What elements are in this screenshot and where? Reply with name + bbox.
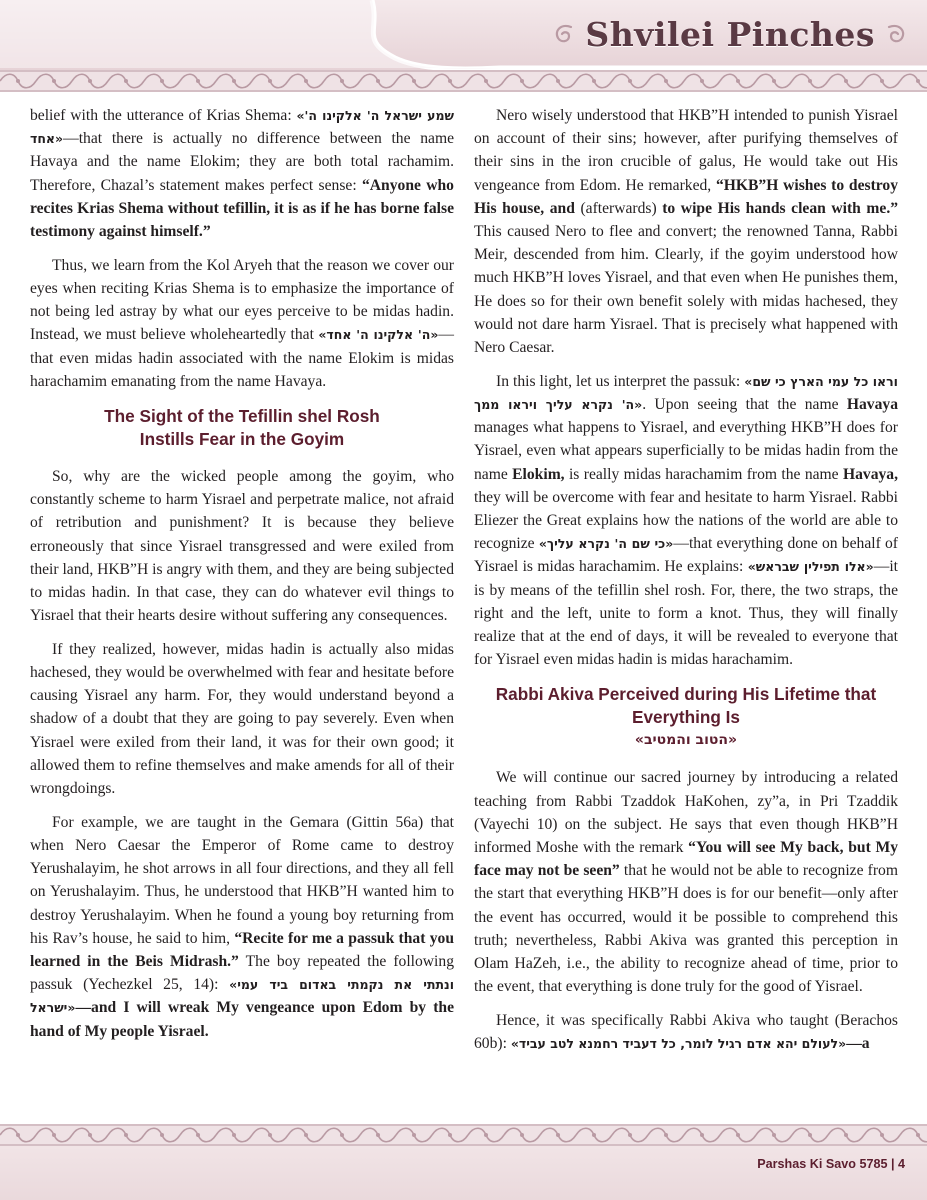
paragraph: For example, we are taught in the Gemara (Gittin 56a) that when Nero Caesar the Emperor of Rome came to destroy Yerushalayim, he shot arrows in all four directions, and they all fell on Yerushalayim. Thus, he understood that HKB”H wanted him to destroy Yerushalayim. When he found a young boy returning from his Rav’s house, he said to him, “Recite for me a passuk that you learned in the Beis Midrash.” The boy repeated the following passuk (Yechezkel 25, 14): «ונתתי את נקמתי באדום ביד עמי ישראל»—and I will wreak My vengeance upon Edom by the hand of My people Yisrael. bbox=[30, 813, 454, 1040]
hebrew-quote: «שמע ישראל ה' אלקינו ה' אחד» bbox=[30, 108, 454, 147]
paragraph: We will continue our sacred journey by introducing a related teaching from Rabbi Tzaddok HaKohen, zy”a, in Pri Tzaddik (Vayechi 10) on the subject. He says that even though HKB”H informed Moshe with the remark “You will see My back, but My face may not be seen” that he would not be able to recognize from the start that everything HKB”H does is for our benefit—only after the event has occurred, would it be possible to comprehend this truth; nevertheless, Rabbi Akiva was granted this perception in Olam HaZeh, i.e., the ability to recognize ahead of time, prior to the event, that everything is done truly for the good of Yisrael. bbox=[474, 769, 898, 996]
paragraph: If they realized, however, midas hadin is actually also midas hachesed, they would be overwhelmed with fear and hesitate before causing Yisrael any harm. For, they would understand beyond a shadow of a doubt that they are going to pay severely. Even when Yisrael were exiled from their land, it was for their own good; it allowed them to refine themselves and make amends for all of their wrongdoings. bbox=[30, 640, 454, 798]
hebrew-quote: «כי שם ה' נקרא עליך» bbox=[538, 536, 674, 552]
paragraph: belief with the utterance of Krias Shema: «שמע ישראל ה' אלקינו ה' אחד»—that there is actually no difference between the name Havaya and the name Elokim; they are both total rachamim. Therefore, Chazal’s statement makes perfect sense: “Anyone who recites Krias Shema without tefillin, it is as if he has borne false testimony against himself.” bbox=[30, 107, 454, 241]
hebrew-quote: «אלו תפילין שבראש» bbox=[747, 559, 874, 575]
section-heading: The Sight of the Tefillin shel Rosh Instills Fear in the Goyim bbox=[104, 405, 380, 449]
masthead bbox=[551, 10, 909, 58]
footer-band bbox=[0, 1146, 927, 1200]
page-header bbox=[0, 0, 927, 100]
publication-title: Shvilei Pinches bbox=[585, 14, 875, 54]
section-heading: Rabbi Akiva Perceived during His Lifetime that Everything Is «הטוב והמטיב» bbox=[474, 683, 898, 752]
paragraph: In this light, let us interpret the passuk: «וראו כל עמי הארץ כי שם ה' נקרא עליך ויראו ממך». Upon seeing that the name Havaya manages what happens to Yisrael, and everything HKB”H does for Yisrael, even what appears superficially to be midas hadin from the name Elokim, is really midas harachamim from the name Havaya, they will be overcome with fear and hesitate to harm Yisrael. Rabbi Eliezer the Great explains how the nations of the world are able to recognize «כי שם ה' נקרא עליך»—that everything done on behalf of Yisrael is midas harachamim. He explains: «אלו תפילין שבראש»—it is by means of the tefillin shel rosh. For, there, the two straps, the right and the left, unite to form a knot. Thus, they will finally realize that at the end of days, it will be revealed to everyone that for Yisrael even midas hadin is midas harachamim. bbox=[474, 372, 898, 669]
page-footer: Parshas Ki Savo 5785 | 4 bbox=[757, 1157, 905, 1171]
ornament-border-top bbox=[0, 70, 927, 92]
paragraph: Thus, we learn from the Kol Aryeh that the reason we cover our eyes when reciting Krias Shema is to emphasize the importance of not being led astray by what our eyes perceive to be midas hadin. Instead, we must believe wholeheartedly that «ה' אלקינו ה' אחד»—that even midas hadin associated with the name Elokim is midas harachamim emanating from the name Havaya. bbox=[30, 256, 454, 390]
right-column bbox=[474, 104, 898, 1066]
swirl-ornament-icon bbox=[551, 21, 577, 47]
paragraph: Nero wisely understood that HKB”H intended to punish Yisrael on account of their sins; however, after purifying themselves of their sins in the iron crucible of galus, He would take out His vengeance from Edom. He remarked, “HKB”H wishes to destroy His house, and (afterwards) to wipe His hands clean with me.” This caused Nero to flee and convert; the renowned Tanna, Rabbi Meir, descended from him. Clearly, if the goyim understood how much HKB”H loves Yisrael, and that even when He punishes them, He does so for their own benefit solely with midas hachesed, they would not dare harm Yisrael. That is precisely what happened with Nero Caesar. bbox=[474, 107, 899, 357]
swirl-ornament-icon bbox=[883, 21, 909, 47]
hebrew-quote: «הטוב והמטיב» bbox=[634, 732, 738, 749]
hebrew-quote: «ונתתי את נקמתי באדום ביד עמי ישראל» bbox=[30, 977, 454, 1016]
hebrew-quote: «לעולם יהא אדם רגיל לומר, כל דעביד רחמנא לטב עביד» bbox=[510, 1036, 847, 1052]
hebrew-quote: «ה' אלקינו ה' אחד» bbox=[318, 327, 439, 343]
left-column bbox=[30, 104, 454, 1053]
paragraph: Hence, it was specifically Rabbi Akiva who taught (Berachos 60b): «לעולם יהא אדם רגיל לומר, כל דעביד רחמנא לטב עביד»—a bbox=[474, 1011, 898, 1053]
paragraph: So, why are the wicked people among the goyim, who constantly scheme to harm Yisrael and perpetrate malice, not afraid of retribution and punishment? It is because they believe erroneously that since Yisrael transgressed and were exiled from their land, HKB”H is angry with them, and they are being subjected to midas hadin. In that case, they can do whatever evil things to Yisrael that their hearts desire without suffering any consequences. bbox=[30, 467, 454, 625]
hebrew-quote: «וראו כל עמי הארץ כי שם ה' נקרא עליך ויראו ממך» bbox=[474, 373, 898, 412]
ornament-border-bottom bbox=[0, 1124, 927, 1146]
